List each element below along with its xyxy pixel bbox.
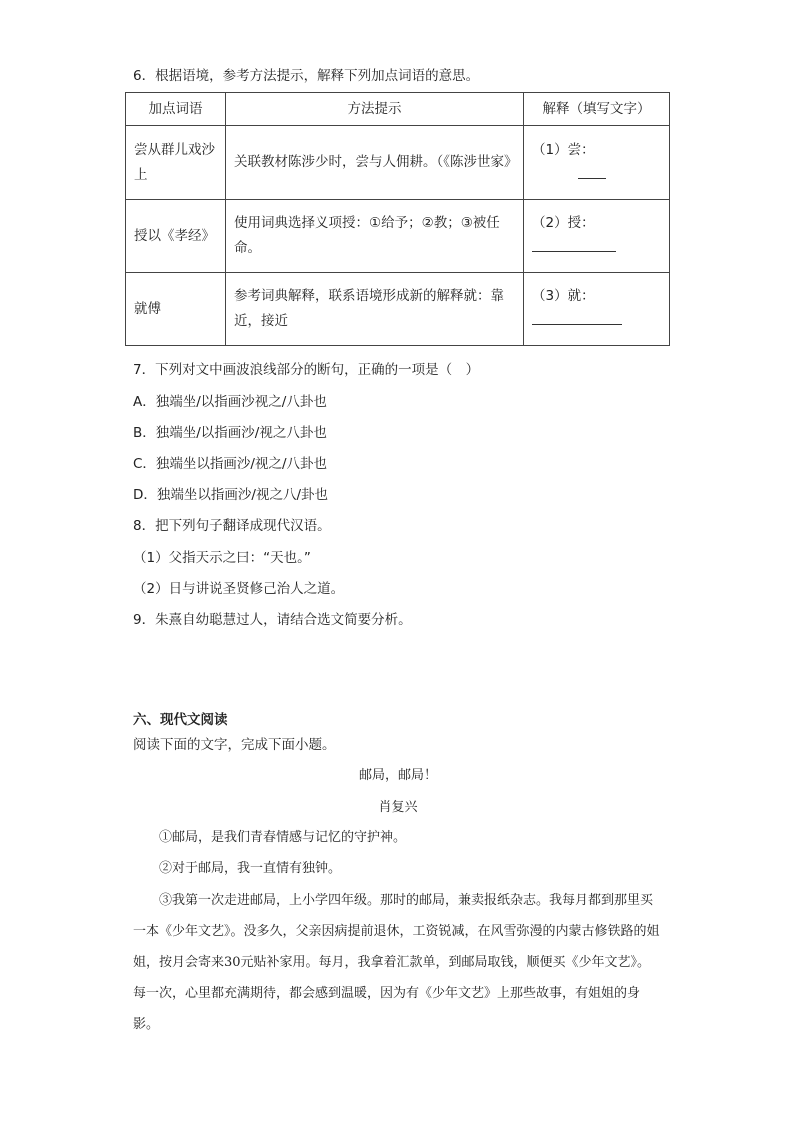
section-heading: 六、现代文阅读 xyxy=(133,712,228,728)
table-cell-hint: 使用词典选择义项授：①给予；②教；③被任命。 xyxy=(226,200,524,273)
q7-option-c: C．独端坐以指画沙/视之/八卦也 xyxy=(133,456,328,472)
table-row xyxy=(126,200,670,273)
q7-option-a: A．独端坐/以指画沙视之/八卦也 xyxy=(133,394,327,410)
article-paragraph: ③我第一次走进邮局，上小学四年级。那时的邮局，兼卖报纸杂志。我每月都到那里买一本《少年文艺》。没多久，父亲因病提前退休，工资锐减，在风雪弥漫的内蒙古修铁路的姐姐，按月会寄来30元贴补家用。每月，我拿着汇款单，到邮局取钱，顺便买《少年文艺》。每一次，心里都充满期待，都会感到温暖，因为有《少年文艺》上那些故事，有姐姐的身影。 xyxy=(133,893,660,1032)
q6-table xyxy=(125,92,670,346)
answer-blank[interactable] xyxy=(532,238,616,253)
table-cell-hint: 参考词典解释，联系语境形成新的解释就：靠近，接近 xyxy=(226,273,524,346)
answer-blank[interactable] xyxy=(532,311,622,326)
q9-prompt: 9．朱熹自幼聪慧过人，请结合选文简要分析。 xyxy=(133,612,412,628)
section-instruction: 阅读下面的文字，完成下面小题。 xyxy=(133,737,336,753)
table-header-cell: 解释（填写文字） xyxy=(524,93,670,126)
table-cell-word: 授以《孝经》 xyxy=(126,200,226,273)
answer-blank[interactable] xyxy=(578,164,606,179)
table-cell-word: 尝从群儿戏沙上 xyxy=(126,126,226,200)
q8-item-2: （2）日与讲说圣贤修己治人之道。 xyxy=(133,581,345,597)
q7-prompt: 7．下列对文中画波浪线部分的断句，正确的一项是（ ） xyxy=(133,362,480,378)
answer-cell xyxy=(524,273,670,346)
q7-option-b: B．独端坐/以指画沙/视之八卦也 xyxy=(133,425,327,441)
article-paragraph: ②对于邮局，我一直情有独钟。 xyxy=(159,861,342,876)
answer-label: （1）尝： xyxy=(532,141,595,158)
answer-cell xyxy=(524,126,670,200)
article-paragraph: ①邮局，是我们青春情感与记忆的守护神。 xyxy=(159,830,407,845)
q7-option-d: D．独端坐以指画沙/视之八/卦也 xyxy=(133,487,328,503)
answer-label: （2）授： xyxy=(532,215,595,231)
table-header-cell: 加点词语 xyxy=(126,93,226,126)
table-cell-hint: 关联教材陈涉少时，尝与人佣耕。（《陈涉世家》 xyxy=(226,126,524,200)
table-row xyxy=(126,126,670,200)
table-row xyxy=(126,273,670,346)
table-header-cell: 方法提示 xyxy=(226,93,524,126)
table-cell-word: 就傅 xyxy=(126,273,226,346)
q6-prompt: 6．根据语境，参考方法提示，解释下列加点词语的意思。 xyxy=(133,68,480,84)
table-header-row xyxy=(126,93,670,126)
article-author: 肖复兴 xyxy=(378,800,418,815)
answer-cell xyxy=(524,200,670,273)
q8-prompt: 8．把下列句子翻译成现代汉语。 xyxy=(133,518,331,534)
q8-item-1: （1）父指天示之曰：“天也。” xyxy=(133,550,311,566)
answer-label: （3）就： xyxy=(532,288,595,304)
article-title: 邮局，邮局！ xyxy=(358,768,437,783)
